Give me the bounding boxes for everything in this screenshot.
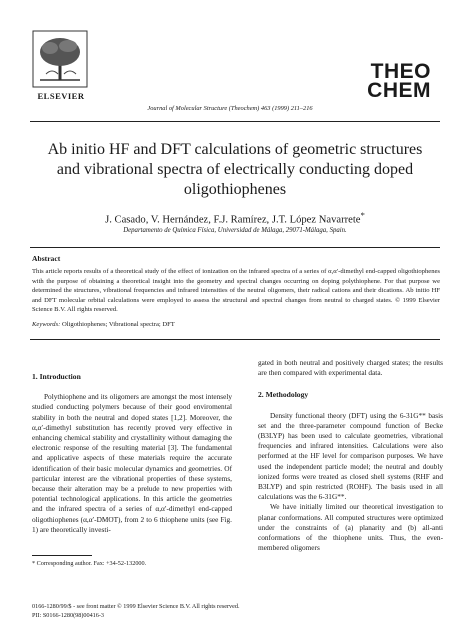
- tree-emblem-icon: [32, 30, 88, 88]
- methodology-paragraph-1: Density functional theory (DFT) using the 6-31G** basis set and the three-parameter compound function of Becke (B3LYP) has been used to calculate geometries, vibrational frequencies and infrared intensities. Calculations were also performed at the HF level for comparison purposes. We have used the independent particle model; the neutral and doubly ionized forms were treated as closed shell systems (RHF and B3LYP) and spin restricted (ROHF). The basis used in all calculations was the 6-31G**.: [258, 410, 443, 502]
- affiliation: Departamento de Química Física, Universidad de Málaga, 29071-Málaga, Spain.: [123, 227, 347, 234]
- journal-citation: Journal of Molecular Structure (Theochem) 463 (1999) 211–216: [147, 105, 313, 112]
- introduction-continuation: gated in both neutral and positively charged states; the results are then compared with experimental data.: [258, 358, 443, 378]
- pii-line: PII: S0166-1280(98)00416-3: [32, 611, 105, 619]
- header-rule: [30, 121, 440, 122]
- abstract-bottom-rule: [30, 339, 440, 340]
- authors-text: J. Casado, V. Hernández, F.J. Ramírez, J.T. López Navarrete: [105, 214, 361, 226]
- abstract-heading: Abstract: [32, 254, 61, 263]
- keywords-label: Keywords:: [32, 321, 61, 328]
- abstract-top-rule: [30, 247, 440, 248]
- journal-mark-line1: THEO: [370, 60, 431, 83]
- author-list: [40, 210, 430, 226]
- publisher-logo: [32, 30, 88, 88]
- journal-mark-line2: CHEM: [367, 79, 431, 102]
- keywords-line: [32, 321, 440, 328]
- section-heading-introduction: 1. Introduction: [32, 372, 81, 381]
- publisher-name: ELSEVIER: [37, 91, 85, 101]
- abstract-text: This article reports results of a theoretical study of the effect of ionization on the infrared spectra of a series of α,α′-dimethyl end-capped oligothiophenes with the purpose of obtaining a theoretical insight into the geometry and spectral changes occurring on doping polythiophene. For that purpose we determined the structures, vibrational frequencies and infrared intensities of the neutral oligomers, their radical cations and their dications. Ab initio HF and DFT molecular orbital calculations were employed to assess the structural and spectral changes from neutral to charged states. © 1999 Elsevier Science B.V. All rights reserved.: [32, 268, 440, 314]
- corresponding-author-footnote: * Corresponding author. Fax: +34-52-132000.: [32, 560, 147, 567]
- copyright-line: 0166-1280/99/$ - see front matter © 1999 Elsevier Science B.V. All rights reserved.: [32, 603, 240, 610]
- keywords-text: Oligothiophenes; Vibrational spectra; DFT: [61, 321, 175, 328]
- left-column: [32, 372, 232, 535]
- section-heading-methodology: 2. Methodology: [258, 390, 309, 400]
- footnote-rule: [32, 555, 92, 556]
- methodology-paragraph-2: We have initially limited our theoretical investigation to planar conformations. All computed structures were optimized under the constraints of (a) planarity and (b) all-anti conformations of the thiophene units. Thus, the even-membered oligomers: [258, 502, 443, 553]
- corresponding-mark: *: [360, 210, 365, 220]
- copyright-block: [32, 603, 240, 620]
- journal-mark: [367, 62, 431, 100]
- right-column: [258, 358, 443, 553]
- article-title: Ab initio HF and DFT calculations of geometric structures and vibrational spectra of electrically conducting doped oligothiophenes: [47, 141, 423, 198]
- introduction-paragraph: Polythiophene and its oligomers are amongst the most intensely studied conducting polymers because of their good enviromental stability in both the neutral and doped states [1,2]. Moreover, the α,α′-dimethyl substitution has recently proved very effective in enhancing chemical stability and crystallinity without damaging the electronic response of the resulting material [3]. The fundamental and applicative aspects of these materials require the accurate identification of their basic molecular dynamics and geometries. Of particular interest are the vibrational properties of these systems, because their alteration may be a prelude to new properties with potential technological applications. In this article the geometries and the infrared spectra of a series of α,α′-dimethyl end-capped oligothiophenes (α,α′-DMOT), from 2 to 6 thiophene units (see Fig. 1) are theoretically investi-: [32, 392, 232, 534]
